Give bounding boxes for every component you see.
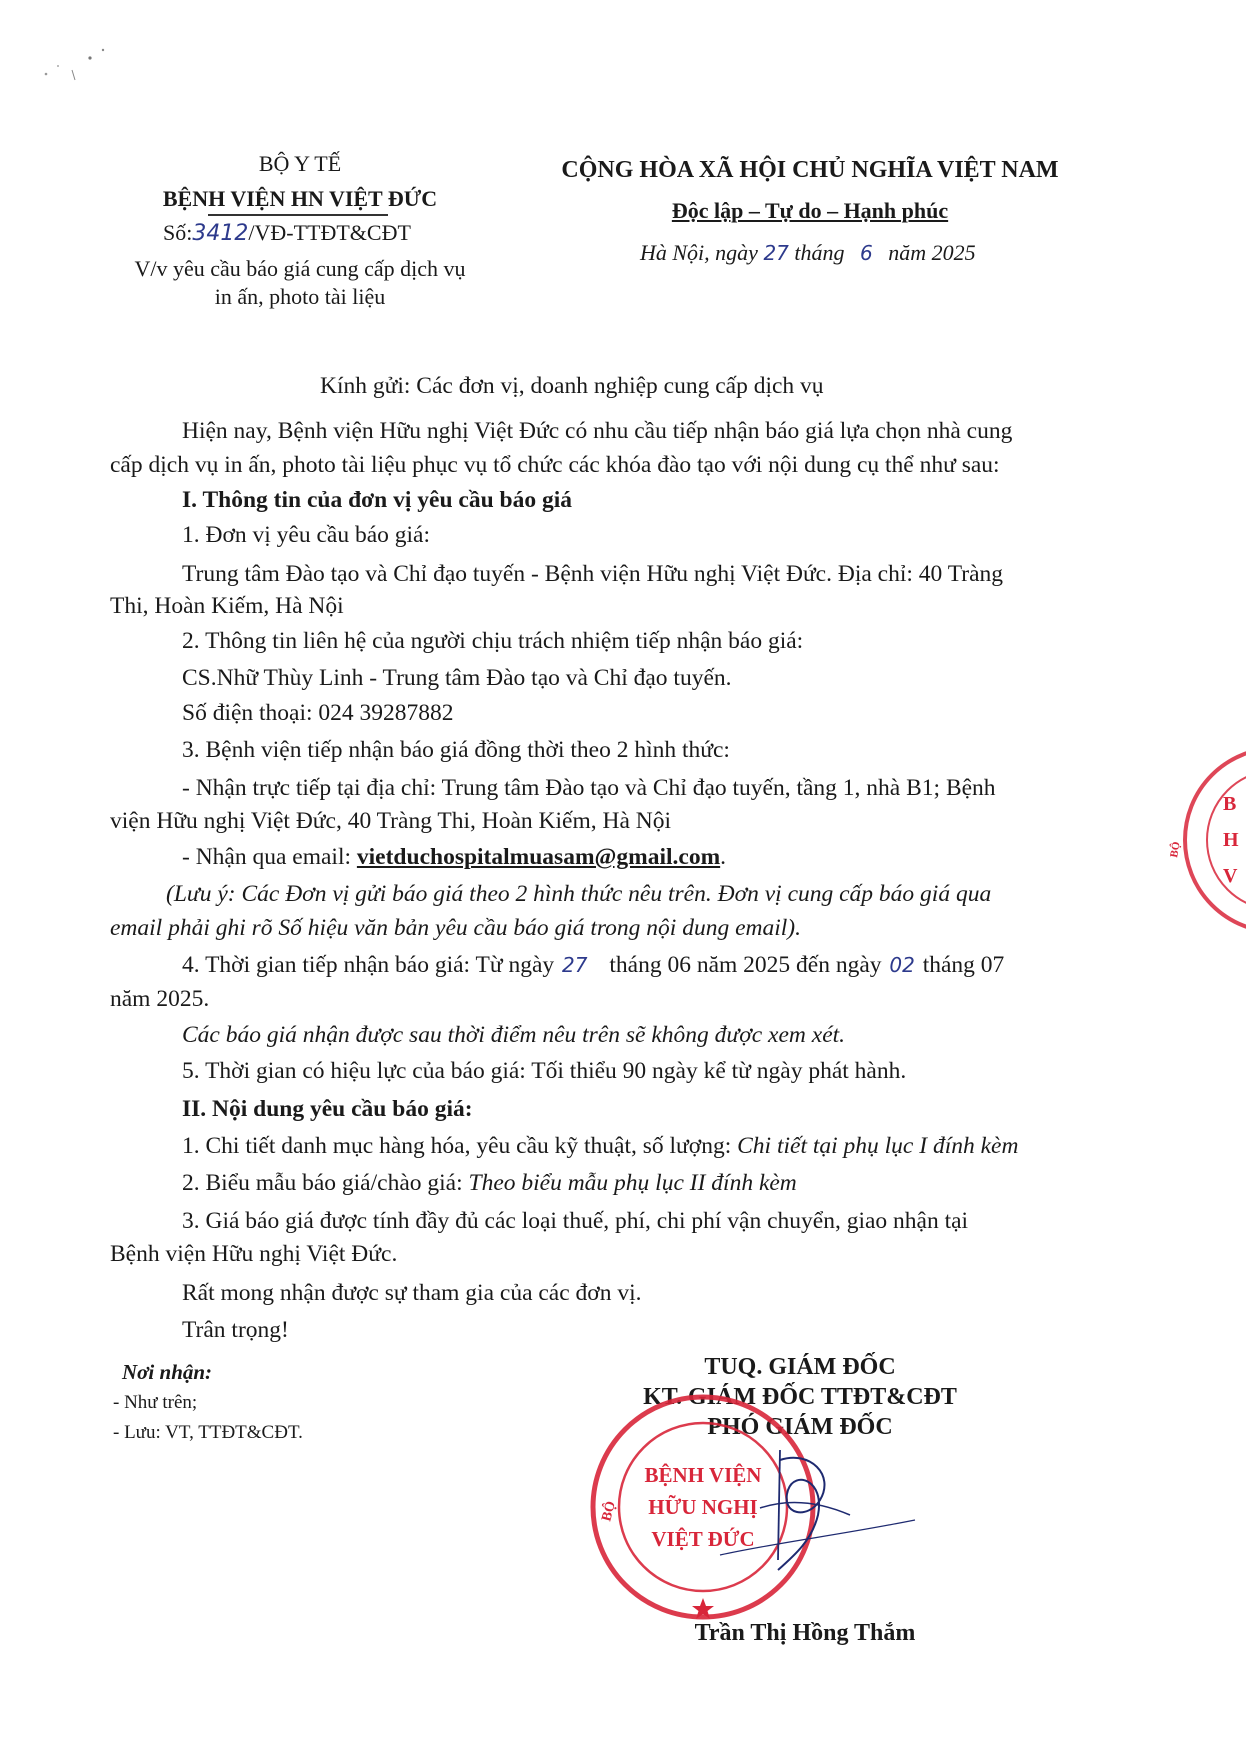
- side-stamp-side-text: BỘ: [1168, 840, 1183, 859]
- subject-line-2: in ấn, photo tài liệu: [214, 284, 386, 309]
- s1-item-4-a: 4. Thời gian tiếp nhận báo giá: Từ ngày: [182, 952, 555, 978]
- stamp-line-3: VIỆT ĐỨC: [651, 1527, 755, 1551]
- intro-line-1: Hiện nay, Bệnh viện Hữu nghị Việt Đức có nhu cầu tiếp nhận báo giá lựa chọn nhà cung: [182, 418, 1013, 444]
- s2-item-2-b: Theo biểu mẫu phụ lục II đính kèm: [468, 1170, 797, 1196]
- contact-phone: Số điện thoại: 024 39287882: [182, 700, 454, 726]
- contact-name: CS.Nhữ Thùy Linh - Trung tâm Đào tạo và Chỉ đạo tuyến.: [182, 665, 732, 691]
- date-day: 27: [763, 241, 789, 265]
- s1-item-4-b: tháng 06 năm 2025 đến ngày: [609, 952, 882, 978]
- recipients-item-1: - Như trên;: [113, 1392, 198, 1413]
- email-suffix: .: [720, 844, 727, 870]
- receive-from-day: 27: [562, 953, 588, 977]
- note-line-1: (Lưu ý: Các Đơn vị gửi báo giá theo 2 hình thức nêu trên. Đơn vị cung cấp báo giá qua: [166, 881, 992, 907]
- hospital-underline: [208, 214, 388, 216]
- s2-item-1-a: 1. Chi tiết danh mục hàng hóa, yêu cầu kỹ thuật, số lượng:: [182, 1133, 738, 1159]
- s1-item-1-text-1: Trung tâm Đào tạo và Chỉ đạo tuyến - Bệnh viện Hữu nghị Việt Đức. Địa chỉ: 40 Tràng: [182, 561, 1004, 587]
- scan-specks: [28, 40, 118, 90]
- stamp-line-1: BỆNH VIỆN: [644, 1463, 762, 1487]
- side-stamp-letter: H: [1223, 829, 1239, 851]
- s1-item-5: 5. Thời gian có hiệu lực của báo giá: Tối thiểu 90 ngày kể từ ngày phát hành.: [182, 1058, 907, 1084]
- doc-no-prefix: Số:: [163, 220, 193, 245]
- s1-item-3-b: [182, 844, 726, 871]
- side-stamp-letter: B: [1223, 793, 1237, 815]
- recipients-title: Nơi nhận:: [122, 1360, 213, 1384]
- email-prefix: - Nhận qua email:: [182, 844, 357, 870]
- s2-item-3-2: Bệnh viện Hữu nghị Việt Đức.: [110, 1241, 398, 1267]
- s2-item-1: [182, 1133, 1018, 1160]
- document-date: [640, 240, 976, 266]
- signature-line-3: PHÓ GIÁM ĐỐC: [707, 1414, 893, 1440]
- handwritten-signature: [660, 1420, 940, 1590]
- hospital-name: BỆNH VIỆN HN VIỆT ĐỨC: [162, 186, 438, 211]
- intro-line-2: cấp dịch vụ in ấn, photo tài liệu phục vụ tổ chức các khóa đào tạo với nội dung cụ thể như sau:: [110, 452, 1000, 478]
- section-2-heading: II. Nội dung yêu cầu báo giá:: [182, 1096, 473, 1122]
- section-1-heading: I. Thông tin của đơn vị yêu cầu báo giá: [182, 487, 572, 513]
- s1-item-1: 1. Đơn vị yêu cầu báo giá:: [182, 522, 431, 548]
- s2-item-3-1: 3. Giá báo giá được tính đầy đủ các loại thuế, phí, chi phí vận chuyển, giao nhận tại: [182, 1208, 969, 1234]
- s1-item-3-a-1: - Nhận trực tiếp tại địa chỉ: Trung tâm Đào tạo và Chỉ đạo tuyến, tầng 1, nhà B1; Bệnh: [182, 775, 996, 801]
- s2-item-2: [182, 1170, 797, 1197]
- ministry-name: BỘ Y TẾ: [258, 151, 342, 176]
- doc-no-suffix: /VĐ-TTĐT&CĐT: [248, 220, 411, 245]
- email-link[interactable]: vietduchospitalmuasam@gmail.com: [356, 844, 721, 870]
- signer-name: Trần Thị Hồng Thắm: [694, 1620, 916, 1646]
- s1-item-1-text-2: Thi, Hoàn Kiếm, Hà Nội: [110, 593, 344, 619]
- side-stamp-partial: [1165, 740, 1246, 940]
- date-prefix: Hà Nội, ngày: [640, 240, 758, 265]
- late-note: Các báo giá nhận được sau thời điểm nêu trên sẽ không được xem xét.: [182, 1022, 846, 1048]
- closing-line-1: Rất mong nhận được sự tham gia của các đơn vị.: [182, 1280, 642, 1306]
- subject-line-1: V/v yêu cầu báo giá cung cấp dịch vụ: [134, 256, 466, 281]
- side-stamp-letter: V: [1223, 865, 1238, 887]
- country-name: CỘNG HÒA XÃ HỘI CHỦ NGHĨA VIỆT NAM: [561, 157, 1059, 183]
- s1-item-3: 3. Bệnh viện tiếp nhận báo giá đồng thời theo 2 hình thức:: [182, 737, 730, 763]
- s1-item-3-a-2: viện Hữu nghị Việt Đức, 40 Tràng Thi, Hoàn Kiếm, Hà Nội: [110, 808, 672, 834]
- signature-line-1: TUQ. GIÁM ĐỐC: [704, 1354, 896, 1380]
- recipients-item-2: - Lưu: VT, TTĐT&CĐT.: [113, 1422, 303, 1443]
- note-line-2: email phải ghi rõ Số hiệu văn bản yêu cầu báo giá trong nội dung email).: [110, 915, 801, 941]
- motto: [530, 198, 1090, 224]
- stamp-side-text: BỘ: [599, 1499, 620, 1524]
- motto-text: Độc lập – Tự do – Hạnh phúc: [671, 198, 949, 223]
- s1-item-4-c: tháng 07: [922, 952, 1005, 978]
- s1-item-4-d: năm 2025.: [110, 986, 210, 1012]
- s1-item-4: [182, 952, 1004, 979]
- doc-no-handwritten: 3412: [192, 221, 249, 246]
- s1-item-2: 2. Thông tin liên hệ của người chịu trách nhiệm tiếp nhận báo giá:: [182, 628, 804, 654]
- closing-line-2: Trân trọng!: [182, 1317, 289, 1343]
- stamp-line-2: HỮU NGHỊ: [648, 1495, 758, 1519]
- receive-to-day: 02: [889, 953, 915, 977]
- date-month: 6: [860, 241, 873, 265]
- recipient-line: Kính gửi: Các đơn vị, doanh nghiệp cung cấp dịch vụ: [320, 373, 824, 399]
- s2-item-2-a: 2. Biểu mẫu báo giá/chào giá:: [182, 1170, 469, 1196]
- document-number: [163, 220, 411, 246]
- s2-item-1-b: Chi tiết tại phụ lục I đính kèm: [737, 1133, 1019, 1159]
- side-stamp-letters: [1223, 793, 1239, 887]
- date-month-label: tháng: [794, 240, 845, 265]
- signature-line-2: KT. GIÁM ĐỐC TTĐT&CĐT: [643, 1384, 957, 1410]
- date-year: năm 2025: [888, 240, 976, 265]
